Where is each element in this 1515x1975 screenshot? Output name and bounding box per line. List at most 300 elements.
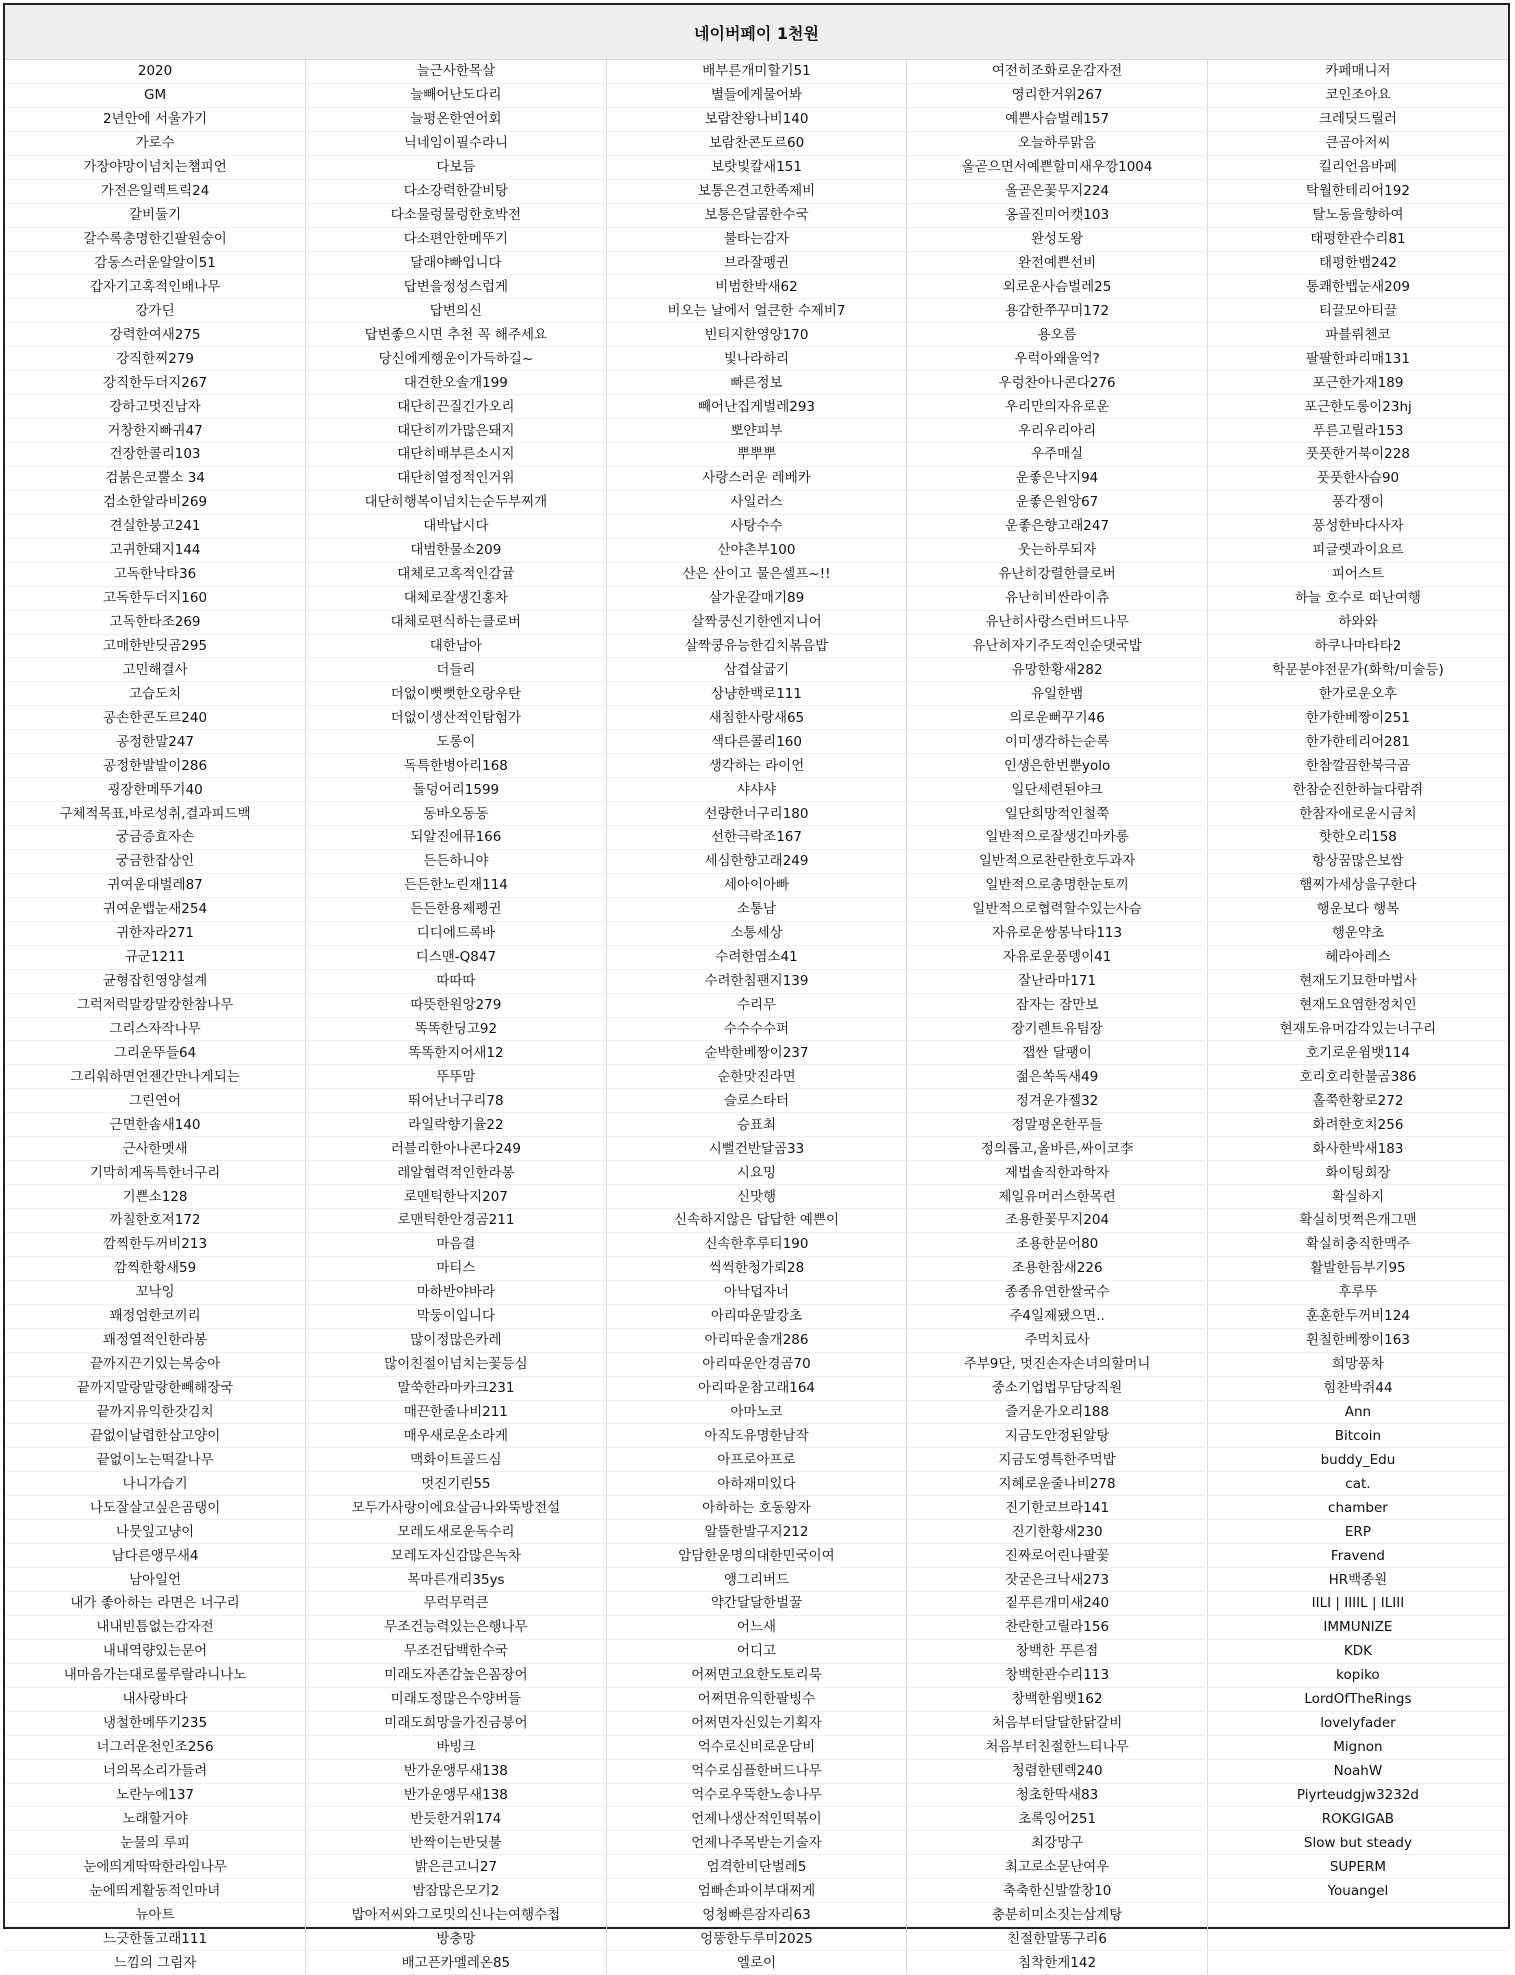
table-cell: 따뜻한원앙279 — [306, 993, 607, 1017]
table-cell: 고습도치 — [5, 682, 306, 706]
table-cell: 유난히비싼라이츄 — [907, 586, 1208, 610]
table-cell: 빈티지한영양170 — [606, 323, 907, 347]
table-cell: 찬란한고릴라156 — [907, 1615, 1208, 1639]
table-cell: 귀여운대벌레87 — [5, 873, 306, 897]
table-cell: 꽤정열적인한라봉 — [5, 1328, 306, 1352]
table-cell: 지금도영특한주먹밥 — [907, 1448, 1208, 1472]
table-cell: 우리우리아리 — [907, 419, 1208, 443]
table-cell: 무조건답백한수국 — [306, 1639, 607, 1663]
table-cell: 가로수 — [5, 131, 306, 155]
table-cell: 완성도왕 — [907, 227, 1208, 251]
table-cell: 정말평온한푸들 — [907, 1113, 1208, 1137]
table-row — [5, 945, 1508, 969]
table-cell: 샤샤샤 — [606, 778, 907, 802]
table-cell: 다소편안한메뚜기 — [306, 227, 607, 251]
table-cell: 로맨틱한낙지207 — [306, 1185, 607, 1209]
table-cell: 돌덩어리1599 — [306, 778, 607, 802]
table-cell: 강가딘 — [5, 299, 306, 323]
table-cell: 너그러운천인조256 — [5, 1735, 306, 1759]
table-cell: 언제나생산적인떡볶이 — [606, 1807, 907, 1831]
table-row — [5, 586, 1508, 610]
table-cell: 장기렌트유팀장 — [907, 1017, 1208, 1041]
table-cell: 시뻘건반달곰33 — [606, 1137, 907, 1161]
table-cell: 처음부터달달한닭갈비 — [907, 1711, 1208, 1735]
table-cell: 다소물렁물렁한호박전 — [306, 203, 607, 227]
table-cell: 후루뚜 — [1207, 1280, 1508, 1304]
table-row — [5, 490, 1508, 514]
table-cell: 순박한베짱이237 — [606, 1041, 907, 1065]
table-cell: 예쁜사슴벌레157 — [907, 107, 1208, 131]
table-row — [5, 1903, 1508, 1927]
table-cell: 선량한너구리180 — [606, 802, 907, 826]
table-cell: 깜찍한황새59 — [5, 1256, 306, 1280]
table-row — [5, 1280, 1508, 1304]
table-cell: 반듯한거위174 — [306, 1807, 607, 1831]
table-cell: 아프로아프로 — [606, 1448, 907, 1472]
table-cell: IMMUNIZE — [1207, 1615, 1508, 1639]
table-row — [5, 1927, 1508, 1951]
table-cell: 꽤정엄한코끼리 — [5, 1304, 306, 1328]
table-cell: 고독한낙타36 — [5, 562, 306, 586]
table-row — [5, 227, 1508, 251]
table-cell: 즐거운가오리188 — [907, 1400, 1208, 1424]
table-cell: 일반적으로협력할수있는사슴 — [907, 897, 1208, 921]
table-cell: 어쩌면고요한도토리묵 — [606, 1663, 907, 1687]
table-cell: 잽싼 달팽이 — [907, 1041, 1208, 1065]
table-cell: 아마노코 — [606, 1400, 907, 1424]
table-cell: 궁금증효자손 — [5, 826, 306, 850]
table-row — [5, 1663, 1508, 1687]
table-cell: 눈에띄게활동적인마녀 — [5, 1879, 306, 1903]
table-cell: 하와와 — [1207, 610, 1508, 634]
table-cell: 약간달달한벌꿀 — [606, 1592, 907, 1616]
table-cell: 무조건능력있는은행나무 — [306, 1615, 607, 1639]
table-cell: 풍각쟁이 — [1207, 490, 1508, 514]
table-cell: 언제나주목받는기술자 — [606, 1831, 907, 1855]
table-cell: 2년안에 서울가기 — [5, 107, 306, 131]
table-cell: 진짜로어린나팔꽃 — [907, 1544, 1208, 1568]
table-cell: 로맨틱한안경곰211 — [306, 1209, 607, 1233]
table-cell: 핫한오리158 — [1207, 826, 1508, 850]
table-cell: 그린연어 — [5, 1089, 306, 1113]
table-cell: 엘로이 — [606, 1951, 907, 1975]
table-row — [5, 1089, 1508, 1113]
table-cell: 사랑스러운 레베카 — [606, 466, 907, 490]
table-cell: 방충망 — [306, 1927, 607, 1951]
table-cell: 브라잘펭귄 — [606, 251, 907, 275]
table-cell: 라일락향기율22 — [306, 1113, 607, 1137]
table-cell: 많이정많은카레 — [306, 1328, 607, 1352]
table-cell: 창백한관수리113 — [907, 1663, 1208, 1687]
table-cell: 수수수수퍼 — [606, 1017, 907, 1041]
table-cell: 달래야빠입니다 — [306, 251, 607, 275]
table-cell: 나니가습기 — [5, 1472, 306, 1496]
table-cell: 창백한윔뱃162 — [907, 1687, 1208, 1711]
table-cell: 영리한거위267 — [907, 83, 1208, 107]
table-cell: 억수로우뚝한노송나무 — [606, 1783, 907, 1807]
table-cell: 대체로고혹적인감귤 — [306, 562, 607, 586]
table-cell: 더없이뻣뻣한오랑우탄 — [306, 682, 607, 706]
table-cell: 일단세련된야크 — [907, 778, 1208, 802]
table-cell: 많이친절이넘치는꽃등심 — [306, 1352, 607, 1376]
table-cell: 대체로잘생긴홍차 — [306, 586, 607, 610]
table-row — [5, 155, 1508, 179]
table-cell: KDK — [1207, 1639, 1508, 1663]
table-cell: 끝없이노는떡갈나무 — [5, 1448, 306, 1472]
table-cell: 대단히배부른소시지 — [306, 443, 607, 467]
table-cell: 내가 좋아하는 라면은 너구리 — [5, 1592, 306, 1616]
table-cell: 슬로스타터 — [606, 1089, 907, 1113]
table-cell: 공손한콘도르240 — [5, 706, 306, 730]
table-cell: 무럭무럭큰 — [306, 1592, 607, 1616]
table-cell: 조용한문어80 — [907, 1232, 1208, 1256]
table-cell: ERP — [1207, 1520, 1508, 1544]
table-cell: 냉철한메뚜기235 — [5, 1711, 306, 1735]
table-cell: 아낙덥자너 — [606, 1280, 907, 1304]
table-cell: 일단희망적인철쭉 — [907, 802, 1208, 826]
table-cell: 뽀얀피부 — [606, 419, 907, 443]
table-cell: 진기한황새230 — [907, 1520, 1208, 1544]
table-row — [5, 1687, 1508, 1711]
table-cell: 풍성한바다사자 — [1207, 514, 1508, 538]
table-cell: 강력한여새275 — [5, 323, 306, 347]
table-cell: 귀여운뱁눈새254 — [5, 897, 306, 921]
table-cell: 햄찌가세상을구한다 — [1207, 873, 1508, 897]
table-cell: 대단히열정적인거위 — [306, 466, 607, 490]
table-row — [5, 203, 1508, 227]
table-cell: 든든한용제펭귄 — [306, 897, 607, 921]
table-cell: 너의목소리가들려 — [5, 1759, 306, 1783]
table-cell: 남다른앵무새4 — [5, 1544, 306, 1568]
table-cell: 어느새 — [606, 1615, 907, 1639]
table-cell: 확실히멋쩍은개그맨 — [1207, 1209, 1508, 1233]
table-cell: 청초한딱새83 — [907, 1783, 1208, 1807]
table-cell: 정의롭고,올바른,싸이코李 — [907, 1137, 1208, 1161]
table-cell: 반짝이는반딧불 — [306, 1831, 607, 1855]
table-cell: 똑똑한딩고92 — [306, 1017, 607, 1041]
table-cell: lovelyfader — [1207, 1711, 1508, 1735]
table-row — [5, 1448, 1508, 1472]
table-cell: 맥화이트골드심 — [306, 1448, 607, 1472]
table-cell: 포근한가재189 — [1207, 371, 1508, 395]
table-cell: 태평한뱀242 — [1207, 251, 1508, 275]
table-cell: 활발한듬부기95 — [1207, 1256, 1508, 1280]
table-cell: 가장야망이넘치는챔피언 — [5, 155, 306, 179]
table-cell: 고민해결사 — [5, 658, 306, 682]
table-cell: 아리따운솔개286 — [606, 1328, 907, 1352]
table-cell: 씩씩한청가뢰28 — [606, 1256, 907, 1280]
table-row — [5, 1400, 1508, 1424]
table-cell: 아하하는 호동왕자 — [606, 1496, 907, 1520]
table-cell: 지금도안정된알탕 — [907, 1424, 1208, 1448]
table-row — [5, 1017, 1508, 1041]
table-cell: 한가한베짱이251 — [1207, 706, 1508, 730]
table-cell: 아리따운안경곰70 — [606, 1352, 907, 1376]
table-cell: 늘근사한목살 — [306, 60, 607, 84]
table-row — [5, 1639, 1508, 1663]
table-cell: 웃는하루되자 — [907, 538, 1208, 562]
table-cell: 나도잘살고싶은곰탱이 — [5, 1496, 306, 1520]
table-cell: 근면한솜새140 — [5, 1113, 306, 1137]
table-cell: 유일한뱀 — [907, 682, 1208, 706]
table-cell: 목마른개리35ys — [306, 1568, 607, 1592]
table-row — [5, 921, 1508, 945]
table-cell: 산야촌부100 — [606, 538, 907, 562]
table-cell: 늘평온한연어회 — [306, 107, 607, 131]
table-cell: 완전예쁜선비 — [907, 251, 1208, 275]
table-cell: 끝까지끈기있는복숭아 — [5, 1352, 306, 1376]
table-cell: 축축한신발깔창10 — [907, 1879, 1208, 1903]
table-row — [5, 634, 1508, 658]
table-cell: 생각하는 라이언 — [606, 754, 907, 778]
table-cell: 올곧으면서예쁜할미새우깡1004 — [907, 155, 1208, 179]
table-cell: 더없이생산적인탐험가 — [306, 706, 607, 730]
table-cell: 살가운갈매기89 — [606, 586, 907, 610]
table-cell: 잘난라마171 — [907, 969, 1208, 993]
table-cell: 뛰어난너구리78 — [306, 1089, 607, 1113]
table-cell: 포근한도롱이23hj — [1207, 395, 1508, 419]
table-row — [5, 1185, 1508, 1209]
table-row — [5, 347, 1508, 371]
table-cell: 든든한노린재114 — [306, 873, 607, 897]
table-cell: 유난히사랑스런버드나무 — [907, 610, 1208, 634]
table-cell: 나뭇잎고냥이 — [5, 1520, 306, 1544]
table-cell: Fravend — [1207, 1544, 1508, 1568]
table-cell: 상냥한백로111 — [606, 682, 907, 706]
table-cell: 되알진에뮤166 — [306, 826, 607, 850]
table-cell — [1207, 1903, 1508, 1927]
table-cell: 내사랑바다 — [5, 1687, 306, 1711]
table-cell: 일반적으로찬란한호두과자 — [907, 849, 1208, 873]
table-cell: HR백종원 — [1207, 1568, 1508, 1592]
table-cell: 탈노동을향하여 — [1207, 203, 1508, 227]
table-row — [5, 610, 1508, 634]
table-cell: 어디고 — [606, 1639, 907, 1663]
table-cell: IILI | IIIIL | ILIII — [1207, 1592, 1508, 1616]
table-cell: 엄격한비단벌레5 — [606, 1855, 907, 1879]
table-cell: 팔팔한파리매131 — [1207, 347, 1508, 371]
table-row — [5, 419, 1508, 443]
table-cell: Youangel — [1207, 1879, 1508, 1903]
table-cell: Ann — [1207, 1400, 1508, 1424]
table-cell: 용오름 — [907, 323, 1208, 347]
table-cell: 제일유머러스한목련 — [907, 1185, 1208, 1209]
table-cell: 현재도유머감각있는너구리 — [1207, 1017, 1508, 1041]
table-cell: 든든하니야 — [306, 849, 607, 873]
table-cell: 수리무 — [606, 993, 907, 1017]
table-cell: 마하반야바라 — [306, 1280, 607, 1304]
table-cell: Slow but steady — [1207, 1831, 1508, 1855]
table-cell: 마티스 — [306, 1256, 607, 1280]
table-cell: 그럭저럭말캉말캉한참나무 — [5, 993, 306, 1017]
table-cell: 어쩌면유익한팔빙수 — [606, 1687, 907, 1711]
table-row — [5, 1304, 1508, 1328]
table-cell: 반가운앵무새138 — [306, 1783, 607, 1807]
table-row — [5, 395, 1508, 419]
table-cell: 엉뚱한두루미2025 — [606, 1927, 907, 1951]
table-cell: 느긋한돌고래111 — [5, 1927, 306, 1951]
table-row — [5, 1783, 1508, 1807]
table-row — [5, 1855, 1508, 1879]
table-cell: 큰곰아저씨 — [1207, 131, 1508, 155]
table-cell: 이미생각하는순록 — [907, 730, 1208, 754]
table-row — [5, 83, 1508, 107]
table-cell: 수려한염소41 — [606, 945, 907, 969]
table-row — [5, 514, 1508, 538]
table-cell: 눈에띄게딱딱한라임나무 — [5, 1855, 306, 1879]
table-cell: 푸른고릴라153 — [1207, 419, 1508, 443]
table-cell: 대체로편식하는클로버 — [306, 610, 607, 634]
table-cell: 내내역량있는문어 — [5, 1639, 306, 1663]
table-cell: 의로운뻐꾸기46 — [907, 706, 1208, 730]
table-cell: 미래도자존감높은꼼장어 — [306, 1663, 607, 1687]
table-cell: 말쑥한라마카크231 — [306, 1376, 607, 1400]
table-row — [5, 179, 1508, 203]
table-cell: 확실히충직한맥주 — [1207, 1232, 1508, 1256]
table-row — [5, 802, 1508, 826]
table-cell: 티끌모아티끌 — [1207, 299, 1508, 323]
table-cell: 다보듬 — [306, 155, 607, 179]
table-body — [5, 60, 1508, 1975]
table-cell: 닉네임이필수라니 — [306, 131, 607, 155]
table-cell: 매우새로운소라게 — [306, 1424, 607, 1448]
table-row — [5, 873, 1508, 897]
table-cell: 정겨운가젤32 — [907, 1089, 1208, 1113]
table-cell: 세심한향고래249 — [606, 849, 907, 873]
table-cell: 도롱이 — [306, 730, 607, 754]
table-cell: 대박납시다 — [306, 514, 607, 538]
table-cell: cat. — [1207, 1472, 1508, 1496]
table-cell: 보통은견고한족제비 — [606, 179, 907, 203]
table-row — [5, 1065, 1508, 1089]
nickname-table — [5, 5, 1508, 1975]
table-cell: 청렴한텐렉240 — [907, 1759, 1208, 1783]
table-cell: Mignon — [1207, 1735, 1508, 1759]
table-cell: 탁월한테리어192 — [1207, 179, 1508, 203]
table-cell: 색다른콜리160 — [606, 730, 907, 754]
table-cell: ROKGIGAB — [1207, 1807, 1508, 1831]
table-cell: 세아이아빠 — [606, 873, 907, 897]
table-cell: Bitcoin — [1207, 1424, 1508, 1448]
table-cell: 똑똑한지어새12 — [306, 1041, 607, 1065]
table-cell: 대단히행복이넘치는순두부찌개 — [306, 490, 607, 514]
table-cell: 화이팅회장 — [1207, 1161, 1508, 1185]
table-cell: 바빙크 — [306, 1735, 607, 1759]
table-row — [5, 538, 1508, 562]
table-row — [5, 1424, 1508, 1448]
table-cell: 신속한후루티190 — [606, 1232, 907, 1256]
table-cell: 젊은쏙독새49 — [907, 1065, 1208, 1089]
table-row — [5, 1352, 1508, 1376]
table-row — [5, 1137, 1508, 1161]
table-cell: 휜칠한베짱이163 — [1207, 1328, 1508, 1352]
table-row — [5, 1328, 1508, 1352]
table-row — [5, 443, 1508, 467]
table-cell: 대견한오솔개199 — [306, 371, 607, 395]
table-cell: 확실하지 — [1207, 1185, 1508, 1209]
table-cell: 최강망구 — [907, 1831, 1208, 1855]
table-row — [5, 1256, 1508, 1280]
table-row — [5, 1113, 1508, 1137]
table-cell: 그리운뚜들64 — [5, 1041, 306, 1065]
table-cell: 답변을정성스럽게 — [306, 275, 607, 299]
table-cell: 빛나라하리 — [606, 347, 907, 371]
table-cell: 힘찬박쥐44 — [1207, 1376, 1508, 1400]
table-cell: 살짝쿵신기한엔지니어 — [606, 610, 907, 634]
table-row — [5, 1496, 1508, 1520]
table-cell: 훈훈한두꺼비124 — [1207, 1304, 1508, 1328]
table-cell: 주먹치료사 — [907, 1328, 1208, 1352]
table-row — [5, 1807, 1508, 1831]
table-cell: 답변좋으시면 추천 꼭 해주세요 — [306, 323, 607, 347]
table-row — [5, 562, 1508, 586]
table-cell: 수려한침팬지139 — [606, 969, 907, 993]
table-cell: 운좋은원앙67 — [907, 490, 1208, 514]
table-row — [5, 1831, 1508, 1855]
table-cell: 종종유연한쌀국수 — [907, 1280, 1208, 1304]
table-cell: 우럭아왜울억? — [907, 347, 1208, 371]
table-cell: 풋풋한사슴90 — [1207, 466, 1508, 490]
table-cell: 고독한타조269 — [5, 610, 306, 634]
table-row — [5, 754, 1508, 778]
table-cell: 호리호리한불곰386 — [1207, 1065, 1508, 1089]
table-cell: 한참순진한하늘다람쥐 — [1207, 778, 1508, 802]
table-cell: 신속하지않은 답답한 예쁜이 — [606, 1209, 907, 1233]
table-cell: 레알협력적인한라봉 — [306, 1161, 607, 1185]
table-cell: 빠른정보 — [606, 371, 907, 395]
table-row — [5, 1472, 1508, 1496]
table-cell: 파블뤼첸코 — [1207, 323, 1508, 347]
table-cell: 독특한병아리168 — [306, 754, 607, 778]
table-cell: GM — [5, 83, 306, 107]
table-row — [5, 778, 1508, 802]
table-row — [5, 1951, 1508, 1975]
table-cell: SUPERM — [1207, 1855, 1508, 1879]
table-cell: 창백한 푸른점 — [907, 1639, 1208, 1663]
table-cell: 꼬낙잉 — [5, 1280, 306, 1304]
table-cell: 순한맛진라면 — [606, 1065, 907, 1089]
table-cell: 화려한호치256 — [1207, 1113, 1508, 1137]
table-cell: 피글렛과이요르 — [1207, 538, 1508, 562]
table-cell: 올곧은꽃무지224 — [907, 179, 1208, 203]
table-cell: 지혜로운줄나비278 — [907, 1472, 1208, 1496]
table-cell: 근사한멧새 — [5, 1137, 306, 1161]
table-cell: buddy_Edu — [1207, 1448, 1508, 1472]
table-cell: 건장한콜리103 — [5, 443, 306, 467]
table-cell: 우렁찬아나콘다276 — [907, 371, 1208, 395]
table-cell: 다소강력한갈비탕 — [306, 179, 607, 203]
table-cell: 노란누에137 — [5, 1783, 306, 1807]
table-cell: 모레도새로운독수리 — [306, 1520, 607, 1544]
table-cell: LordOfTheRings — [1207, 1687, 1508, 1711]
table-cell: 운좋은낙지94 — [907, 466, 1208, 490]
table-row — [5, 1615, 1508, 1639]
table-cell: 여전히조화로운감자전 — [907, 60, 1208, 84]
table-cell: 알뜰한발구지212 — [606, 1520, 907, 1544]
table-cell: 모레도자신감많은녹차 — [306, 1544, 607, 1568]
table-cell — [1207, 1951, 1508, 1975]
table-cell: 태평한관수리81 — [1207, 227, 1508, 251]
table-cell: 강직한두더지267 — [5, 371, 306, 395]
table-cell: 노래할거야 — [5, 1807, 306, 1831]
table-cell: 가전은일렉트릭24 — [5, 179, 306, 203]
table-row — [5, 969, 1508, 993]
table-cell: 아리따운참고래164 — [606, 1376, 907, 1400]
table-cell: 피어스트 — [1207, 562, 1508, 586]
table-cell: 당신에게행운이가득하길~ — [306, 347, 607, 371]
table-row — [5, 706, 1508, 730]
table-cell: 처음부터친절한느티나무 — [907, 1735, 1208, 1759]
